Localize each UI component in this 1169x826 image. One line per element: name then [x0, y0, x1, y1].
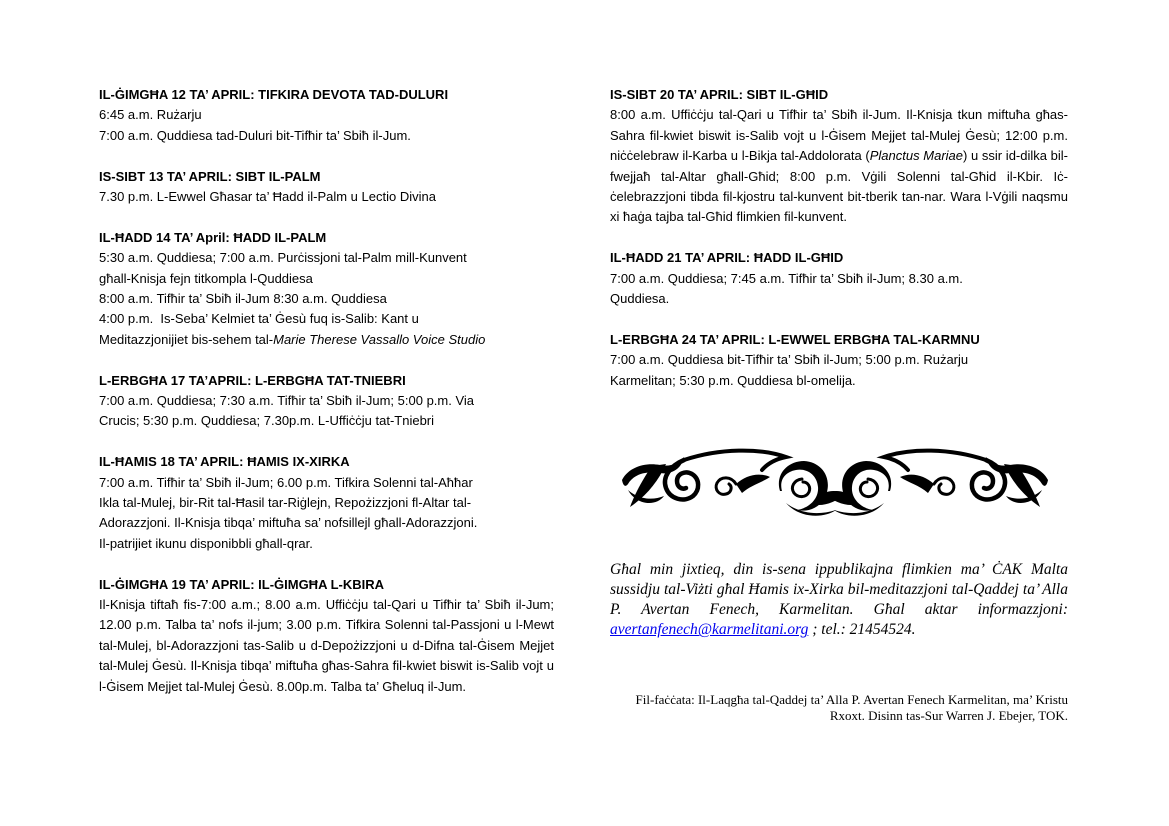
right-column: [610, 85, 1068, 411]
schedule-section-sunday-21-april: [610, 248, 1068, 309]
section-heading: IS-SIBT 20 TA’ APRIL: SIBT IL-GĦID: [610, 87, 829, 102]
schedule-line: 7:00 a.m. Quddiesa; 7:45 a.m. Tifħir ta’ Sbiħ il-Jum; 8.30 a.m.: [610, 270, 963, 286]
schedule-line: 7.30 p.m. L-Ewwel Għasar ta’ Ħadd il-Palm u Lectio Divina: [99, 189, 436, 205]
schedule-section-friday-12-april: [99, 85, 554, 146]
schedule-section-thursday-18-april: [99, 452, 554, 554]
schedule-section-saturday-13-april: [99, 167, 554, 208]
flourish-divider-icon: [620, 446, 1050, 518]
schedule-section-sunday-14-april: [99, 228, 554, 350]
schedule-line: Ikla tal-Mulej, bir-Rit tal-Ħasil tar-Riġlejn, Repożizzjoni fl-Altar tal-: [99, 495, 472, 511]
section-heading: IL-ĠIMGĦA 12 TA’ APRIL: TIFKIRA DEVOTA TAD-DULURI: [99, 87, 449, 102]
section-heading: IL-ĦADD 14 TA’ April: ĦADD IL-PALM: [99, 229, 327, 245]
schedule-line: 5:30 a.m. Quddiesa; 7:00 a.m. Purċissjoni tal-Palm mill-Kunvent: [99, 250, 467, 266]
cover-caption: Fil-faċċata: Il-Laqgħa tal-Qaddej ta’ Alla P. Avertan Fenech Karmelitan, ma’ Kristu Rxoxt. Disinn tas-Sur Warren J. Ebejer, TOK.: [635, 692, 1068, 723]
schedule-line: 7:00 a.m. Tifħir ta’ Sbiħ il-Jum; 6.00 p.m. Tifkira Solenni tal-Aħħar: [99, 474, 473, 490]
schedule-line: 6:45 a.m. Rużarju: [99, 107, 202, 123]
schedule-paragraph: [610, 105, 1068, 227]
schedule-line: [99, 330, 554, 350]
section-heading: L-ERBGĦA 17 TA’APRIL: L-ERBGĦA TAT-TNIEBRI: [99, 372, 406, 388]
schedule-line: Il-patrijiet ikunu disponibbli għall-qrar.: [99, 535, 313, 551]
notice-text: ; tel.: 21454524.: [808, 621, 916, 639]
schedule-line: Crucis; 5:30 p.m. Quddiesa; 7.30p.m. L-Uffiċċju tat-Tniebri: [99, 413, 435, 429]
notice-text: Għal min jixtieq, din is-sena ippublikajna flimkien ma’ ĊAK Malta sussidju tal-Viżti għal Ħamis ix-Xirka bil-meditazzjoni tal-Qaddej ta’ Alla P. Avertan Fenech, Karmelitan. Għal aktar informazzjoni:: [610, 560, 1068, 619]
studio-name-italic: Marie Therese Vassallo Voice Studio: [273, 331, 486, 347]
schedule-line-text: Meditazzjonijiet bis-sehem tal-: [99, 331, 274, 347]
section-heading: IL-ĦAMIS 18 TA’ APRIL: ĦAMIS IX-XIRKA: [99, 454, 350, 470]
left-column: [99, 85, 554, 718]
section-heading: L-ERBGĦA 24 TA’ APRIL: L-EWWEL ERBGĦA TAL-KARMNU: [610, 331, 980, 347]
schedule-line: Quddiesa.: [610, 291, 670, 307]
schedule-section-wednesday-17-april: [99, 371, 554, 432]
flourish-divider: [620, 446, 1050, 518]
schedule-section-saturday-20-april: [610, 85, 1068, 228]
planctus-mariae-italic: Planctus Mariae: [869, 148, 963, 164]
email-link[interactable]: avertanfenech@karmelitani.org: [610, 621, 809, 639]
section-heading: IL-ĦADD 21 TA’ APRIL: ĦADD IL-GĦID: [610, 250, 844, 266]
publication-notice: [610, 560, 1068, 641]
section-heading: IL-ĠIMGĦA 19 TA’ APRIL: IL-ĠIMGĦA L-KBIRA: [99, 576, 385, 592]
schedule-line: għall-Knisja fejn titkompla l-Quddiesa: [99, 270, 313, 286]
schedule-line: Adorazzjoni. Il-Knisja tibqa’ miftuħa sa’ nofsillejl għall-Adorazzjoni.: [99, 515, 478, 531]
schedule-line: 4:00 p.m. Is-Seba’ Kelmiet ta’ Ġesù fuq is-Salib: Kant u: [99, 311, 419, 327]
schedule-line: 7:00 a.m. Quddiesa bit-Tifħir ta’ Sbiħ il-Jum; 5:00 p.m. Rużarju: [610, 352, 969, 368]
schedule-paragraph-text: ) u ssir id-dilka bil-fwejjaħ tal-Altar għall-Għid; 8:00 p.m. Vġili Solenni tal-Għid il-Kbir. Iċ-ċelebrazzjoni tibda fil-kjostru tal-kunvent bit-tberik tan-nar. Wara l-Vġili naqsmu xi ħaġa tajba tal-Għid flimkien fil-kunvent.: [610, 148, 1068, 225]
schedule-paragraph-text: 8:00 a.m. Uffiċċju tal-Qari u Tifħir ta’ Sbiħ il-Jum. Il-Knisja tkun miftuħa għas-Sahra fil-kwiet biswit is-Salib vojt u l-Ġisem Mejjet tal-Mulej Ġesù; 12:00 p.m. niċċelebraw il-Karba u l-Bikja tal-Addolorata (: [610, 107, 1068, 164]
schedule-section-friday-19-april: [99, 575, 554, 697]
schedule-line: 8:00 a.m. Tifħir ta’ Sbiħ il-Jum 8:30 a.m. Quddiesa: [99, 291, 387, 307]
schedule-line: 7:00 a.m. Quddiesa; 7:30 a.m. Tifħir ta’ Sbiħ il-Jum; 5:00 p.m. Via: [99, 393, 475, 409]
schedule-line: Karmelitan; 5:30 p.m. Quddiesa bl-omelija.: [610, 372, 856, 388]
schedule-line: 7:00 a.m. Quddiesa tad-Duluri bit-Tifħir ta’ Sbiħ il-Jum.: [99, 127, 411, 143]
schedule-section-wednesday-24-april: [610, 330, 1068, 391]
schedule-paragraph: Il-Knisja tiftaħ fis-7:00 a.m.; 8.00 a.m. Uffiċċju tal-Qari u Tifħir ta’ Sbiħ il-Jum; 12.00 p.m. Talba ta’ nofs il-jum; 3.00 p.m. Tifkira Solenni tal-Passjoni u l-Mewt tal-Mulej, bl-Adorazzjoni tas-Salib u d-Depożizzjoni u d-Difna tal-Ġisem Mejjet tal-Mulej Ġesù. Il-Knisja tibqa’ miftuħa għas-Sahra fil-kwiet biswit is-Salib vojt u l-Ġisem Mejjet tal-Mulej Ġesù. 8.00p.m. Talba ta’ Għeluq il-Jum.: [99, 597, 554, 694]
section-heading: IS-SIBT 13 TA’ APRIL: SIBT IL-PALM: [99, 168, 321, 184]
